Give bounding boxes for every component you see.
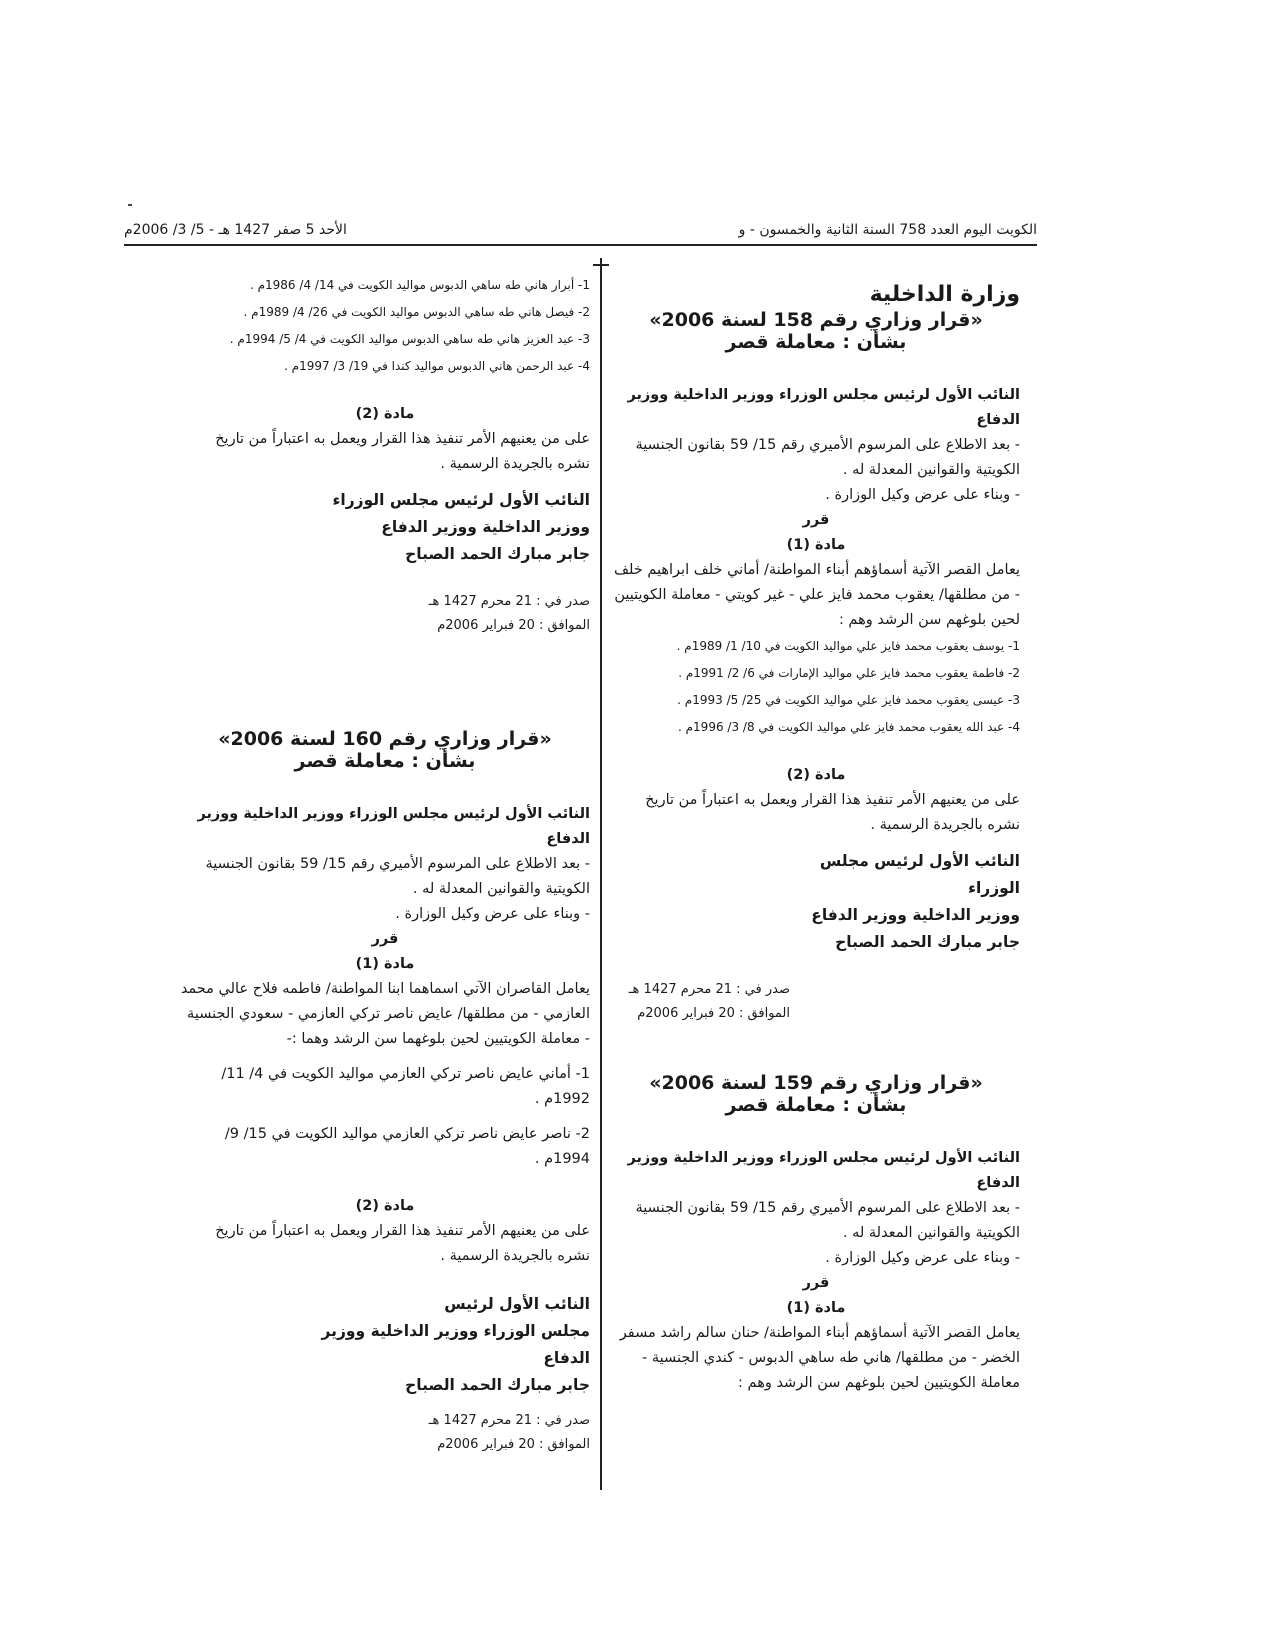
article-text: على من يعنيهم الأمر تنفيذ هذا القرار ويعمل به اعتباراً من تاريخ نشره بالجريدة الرسمية . [215, 431, 590, 472]
article-text: يعامل القاصران الآتي اسماهما ابنا المواطنة/ فاطمه فلاح عالي محمد العازمي - من مطلقها/ عايض ناصر تركي العازمي - سعودي الجنسية - معاملة الكويتيين لحين بلوغهما سن الرشد وهما :- [180, 981, 590, 1047]
decision-title: «قرار وزاري رقم 160 لسنة 2006» [218, 728, 552, 750]
recital: - وبناء على عرض وكيل الوزارة . [825, 487, 1020, 503]
signature-block [780, 848, 1020, 956]
issue-date-block [180, 590, 590, 638]
decision-title: «قرار وزاري رقم 158 لسنة 2006» [649, 309, 983, 331]
decision-160 [180, 728, 590, 1457]
issuer-line: النائب الأول لرئيس مجلس الوزراء ووزير الداخلية ووزير الدفاع [627, 387, 1020, 428]
header-rule [124, 244, 1037, 246]
article-text: على من يعنيهم الأمر تنفيذ هذا القرار ويعمل به اعتباراً من تاريخ نشره بالجريدة الرسمية . [215, 1223, 590, 1264]
issuer-line: النائب الأول لرئيس مجلس الوزراء ووزير الداخلية ووزير الدفاع [627, 1150, 1020, 1191]
issued-date: صدر في : 21 محرم 1427 هـ [628, 982, 790, 997]
issue-date-block [612, 978, 790, 1026]
list-item: 3- عيسى يعقوب محمد فايز علي مواليد الكويت في 25/ 5/ 1993م . [677, 693, 1020, 707]
column-divider [600, 258, 602, 1490]
signature-line: مجلس الوزراء ووزير الداخلية ووزير الدفاع [321, 1322, 590, 1367]
right-column [612, 282, 1020, 1396]
minors-list [180, 272, 590, 380]
list-item: 4- عبد الرحمن هاني الدبوس مواليد كندا في 19/ 3/ 1997م . [284, 359, 590, 373]
list-item: 3- عبد العزيز هاني طه ساهي الدبوس مواليد الكويت في 4/ 5/ 1994م . [229, 332, 590, 346]
signature-line: ووزير الداخلية ووزير الدفاع [381, 518, 590, 536]
decided-heading: قرر [802, 512, 830, 528]
list-item: 2- فاطمة يعقوب محمد فايز علي مواليد الإمارات في 6/ 2/ 1991م . [678, 666, 1020, 680]
left-column [180, 272, 590, 1457]
signature-block [270, 1291, 590, 1399]
recital: - وبناء على عرض وكيل الوزارة . [825, 1250, 1020, 1266]
decision-subject: بشأن : معاملة قصر [725, 1094, 907, 1116]
corresponding-date: الموافق : 20 فبراير 2006م [437, 1437, 590, 1452]
signatory-name: جابر مبارك الحمد الصباح [835, 933, 1020, 951]
list-item: 2- ناصر عايض ناصر تركي العازمي مواليد الكويت في 15/ 9/ 1994م . [224, 1126, 590, 1167]
list-item: 2- فيصل هاني طه ساهي الدبوس مواليد الكويت في 26/ 4/ 1989م . [243, 305, 590, 319]
article-text: يعامل القصر الآتية أسماؤهم أبناء المواطنة/ حنان سالم راشد مسفر الخضر - من مطلقها/ هاني طه ساهي الدبوس - كندي الجنسية - معاملة الكويتيين لحين بلوغهم سن الرشد وهم : [619, 1325, 1020, 1391]
article-title: مادة (2) [355, 406, 415, 422]
decided-heading: قرر [802, 1275, 830, 1291]
recital: - وبناء على عرض وكيل الوزارة . [395, 906, 590, 922]
signature-line: النائب الأول لرئيس مجلس الوزراء [819, 852, 1020, 897]
list-item: 1- أماني عايض ناصر تركي العازمي مواليد الكويت في 4/ 11/ 1992م . [221, 1066, 590, 1107]
decision-subject: بشأن : معاملة قصر [294, 750, 476, 772]
decided-heading: قرر [371, 931, 399, 947]
corresponding-date: الموافق : 20 فبراير 2006م [437, 618, 590, 633]
header-date: الأحد 5 صفر 1427 هـ - 5/ 3/ 2006م [124, 222, 347, 238]
recital: - بعد الاطلاع على المرسوم الأميري رقم 15/ 59 بقانون الجنسية الكويتية والقوانين المعدلة له . [635, 1200, 1020, 1241]
header-issue-info: الكويت اليوم العدد 758 السنة الثانية والخمسون - و [738, 222, 1037, 238]
article-title: مادة (1) [355, 956, 415, 972]
issued-date: صدر في : 21 محرم 1427 هـ [428, 594, 590, 609]
signature-line: النائب الأول لرئيس [444, 1295, 590, 1313]
article-text: يعامل القصر الآتية أسماؤهم أبناء المواطنة/ أماني خلف ابراهيم خلف - من مطلقها/ يعقوب محمد فايز علي - غير كويتي - معاملة الكويتيين لحين بلوغهم سن الرشد وهم : [613, 562, 1020, 628]
issue-date-block [180, 1409, 590, 1457]
article-title: مادة (1) [786, 1300, 846, 1316]
list-item: 1- أبرار هاني طه ساهي الدبوس مواليد الكويت في 14/ 4/ 1986م . [249, 278, 590, 292]
list-item: 4- عبد الله يعقوب محمد فايز علي مواليد الكويت في 8/ 3/ 1996م . [677, 720, 1020, 734]
corresponding-date: الموافق : 20 فبراير 2006م [637, 1006, 790, 1021]
decision-159 [612, 1072, 1020, 1396]
signature-line: النائب الأول لرئيس مجلس الوزراء [332, 491, 590, 509]
recital: - بعد الاطلاع على المرسوم الأميري رقم 15/ 59 بقانون الجنسية الكويتية والقوانين المعدلة له . [635, 437, 1020, 478]
list-item: 1- يوسف يعقوب محمد فايز علي مواليد الكويت في 10/ 1/ 1989م . [676, 639, 1020, 653]
scan-speck [128, 204, 132, 206]
article-text: على من يعنيهم الأمر تنفيذ هذا القرار ويعمل به اعتباراً من تاريخ نشره بالجريدة الرسمية . [645, 792, 1020, 833]
decision-158 [612, 309, 1020, 1026]
signature-line: ووزير الداخلية ووزير الدفاع [811, 906, 1020, 924]
issuer-line: النائب الأول لرئيس مجلس الوزراء ووزير الداخلية ووزير الدفاع [197, 806, 590, 847]
ministry-heading: وزارة الداخلية [869, 282, 1020, 307]
signatory-name: جابر مبارك الحمد الصباح [405, 545, 590, 563]
minors-list [612, 633, 1020, 741]
recital: - بعد الاطلاع على المرسوم الأميري رقم 15/ 59 بقانون الجنسية الكويتية والقوانين المعدلة له . [205, 856, 590, 897]
issued-date: صدر في : 21 محرم 1427 هـ [428, 1413, 590, 1428]
article-title: مادة (1) [786, 537, 846, 553]
article-title: مادة (2) [786, 767, 846, 783]
signatory-name: جابر مبارك الحمد الصباح [405, 1376, 590, 1394]
signature-block [330, 487, 590, 568]
decision-title: «قرار وزاري رقم 159 لسنة 2006» [649, 1072, 983, 1094]
article-title: مادة (2) [355, 1198, 415, 1214]
decision-subject: بشأن : معاملة قصر [725, 331, 907, 353]
divider-tick [593, 264, 609, 266]
decision-159-continued [180, 272, 590, 638]
